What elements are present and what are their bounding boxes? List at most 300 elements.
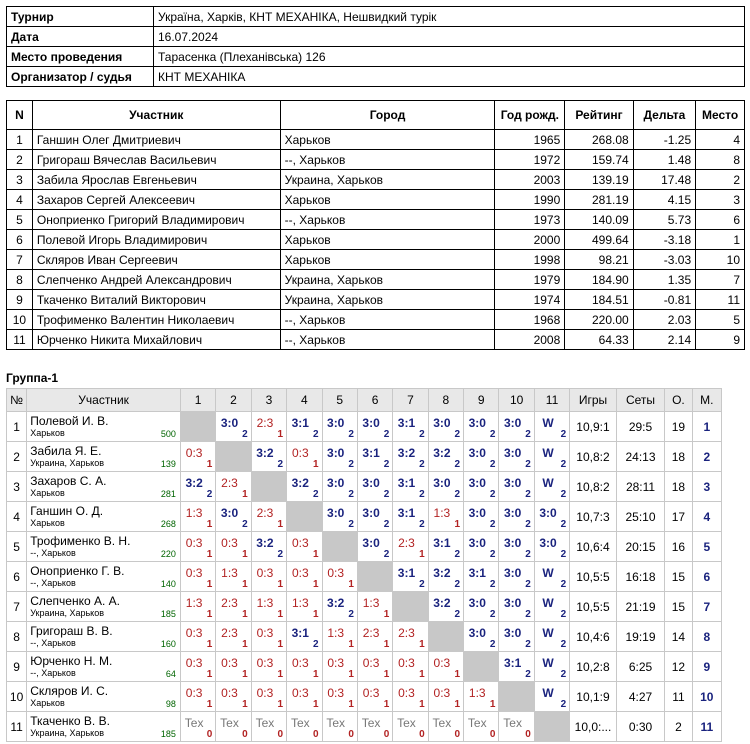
group-row-number: 10 — [7, 682, 27, 712]
match-points: 2 — [383, 489, 390, 500]
group-row — [7, 652, 722, 682]
match-score: 0:3 — [433, 656, 451, 670]
match-points: 1 — [419, 549, 425, 560]
match-points: 1 — [206, 669, 213, 680]
match-score: 2:3 — [398, 626, 415, 640]
match-score: 0:3 — [291, 566, 309, 580]
match-points: 0 — [277, 729, 284, 740]
match-score: Tex — [290, 716, 310, 730]
match-score: 3:1 — [397, 476, 416, 490]
match-result-cell — [287, 442, 322, 472]
group-row — [7, 712, 722, 742]
match-points: 1 — [348, 699, 354, 710]
col-delta-header: Дельта — [633, 101, 695, 130]
match-score: 0:3 — [291, 536, 309, 550]
match-result-cell — [322, 472, 357, 502]
points-stat: 16 — [665, 532, 692, 562]
match-score: 0:3 — [327, 686, 345, 700]
match-score: 3:2 — [327, 596, 345, 610]
match-points: 2 — [454, 549, 461, 560]
participant-n: 1 — [7, 130, 33, 150]
match-result-cell — [322, 412, 357, 442]
match-score: 3:2 — [397, 446, 416, 460]
match-points: 1 — [454, 669, 461, 680]
participant-participant: Ганшин Олег Дмитриевич — [32, 130, 280, 150]
participant-participant: Трофименко Валентин Николаевич — [32, 310, 280, 330]
match-score: 2:3 — [256, 506, 274, 520]
participant-birth-year: 1973 — [495, 210, 565, 230]
group-player-cell — [27, 472, 181, 502]
match-result-cell — [393, 502, 428, 532]
match-points: 1 — [383, 669, 390, 680]
match-score: 3:0 — [468, 596, 486, 610]
diagonal-cell — [357, 562, 392, 592]
participant-n: 10 — [7, 310, 33, 330]
match-score: 0:3 — [185, 626, 203, 640]
sets-stat: 21:19 — [616, 592, 665, 622]
participant-place: 7 — [696, 270, 745, 290]
match-points: 2 — [419, 579, 425, 590]
match-points: 2 — [489, 459, 496, 470]
match-result-cell — [357, 682, 392, 712]
participant-row — [7, 210, 745, 230]
participant-rating: 184.51 — [565, 290, 633, 310]
match-score: 0:3 — [185, 446, 203, 460]
match-score: 0:3 — [398, 686, 415, 700]
player-name: Скляров И. С. — [30, 684, 109, 698]
match-points: 1 — [206, 699, 213, 710]
match-result-cell — [180, 532, 215, 562]
participant-delta: -3.18 — [633, 230, 695, 250]
participant-delta: 1.48 — [633, 150, 695, 170]
games-stat: 10,4:6 — [570, 622, 617, 652]
group-header-cell: 6 — [357, 389, 392, 412]
group-header-cell: Игры — [570, 389, 617, 412]
participant-delta: 17.48 — [633, 170, 695, 190]
participant-delta: 2.03 — [633, 310, 695, 330]
match-score: 1:3 — [291, 596, 309, 610]
match-score: 3:0 — [539, 506, 557, 520]
match-result-cell — [357, 472, 392, 502]
player-name: Захаров С. А. — [30, 474, 107, 488]
sets-stat: 20:15 — [616, 532, 665, 562]
match-score: 1:3 — [327, 626, 345, 640]
match-points: 2 — [419, 459, 425, 470]
match-points: 1 — [312, 549, 319, 560]
tournament-info-table — [6, 6, 745, 87]
match-points: 2 — [348, 519, 354, 530]
match-result-cell — [180, 592, 215, 622]
points-stat: 14 — [665, 622, 692, 652]
match-points: 2 — [312, 489, 319, 500]
place-stat: 8 — [692, 622, 721, 652]
match-result-cell — [428, 712, 463, 742]
match-result-cell — [357, 502, 392, 532]
match-result-cell — [499, 502, 534, 532]
participant-place: 4 — [696, 130, 745, 150]
match-result-cell — [322, 712, 357, 742]
participant-city: --, Харьков — [280, 310, 495, 330]
match-points: 2 — [525, 669, 531, 680]
match-result-cell — [534, 472, 569, 502]
match-points: 2 — [489, 549, 496, 560]
group-row-number: 9 — [7, 652, 27, 682]
player-city: Украина, Харьков — [30, 458, 105, 468]
player-rating: 281 — [160, 489, 176, 499]
match-result-cell — [180, 562, 215, 592]
group-row-number: 8 — [7, 622, 27, 652]
match-points: 1 — [206, 549, 213, 560]
match-score: 3:0 — [468, 626, 486, 640]
match-score: 0:3 — [256, 626, 274, 640]
match-score: 0:3 — [362, 686, 380, 700]
match-points: 2 — [525, 639, 531, 650]
match-points: 2 — [312, 429, 319, 440]
participant-participant: Скляров Иван Сергеевич — [32, 250, 280, 270]
match-result-cell — [464, 502, 499, 532]
match-result-cell — [216, 712, 251, 742]
participant-delta: 5.73 — [633, 210, 695, 230]
match-points: 2 — [525, 549, 531, 560]
match-score: W — [542, 686, 554, 700]
participants-header-row — [7, 101, 745, 130]
diagonal-cell — [287, 502, 322, 532]
points-stat: 18 — [665, 442, 692, 472]
participant-n: 11 — [7, 330, 33, 350]
group-row-number: 5 — [7, 532, 27, 562]
group-row-number: 4 — [7, 502, 27, 532]
match-result-cell — [393, 472, 428, 502]
participant-place: 2 — [696, 170, 745, 190]
match-score: 3:0 — [220, 416, 239, 430]
participant-birth-year: 2003 — [495, 170, 565, 190]
match-points: 2 — [454, 429, 461, 440]
match-score: 3:0 — [220, 506, 239, 520]
match-result-cell — [534, 562, 569, 592]
participant-delta: -3.03 — [633, 250, 695, 270]
participant-city: Украина, Харьков — [280, 170, 495, 190]
match-score: 0:3 — [327, 566, 345, 580]
match-result-cell — [322, 622, 357, 652]
match-points: 2 — [489, 489, 496, 500]
match-score: 3:0 — [433, 416, 451, 430]
participant-participant: Захаров Сергей Алексеевич — [32, 190, 280, 210]
match-result-cell — [464, 472, 499, 502]
match-score: 2:3 — [221, 596, 238, 610]
match-points: 1 — [206, 519, 213, 530]
points-stat: 19 — [665, 412, 692, 442]
player-city: --, Харьков — [30, 668, 76, 678]
participant-city: Харьков — [280, 250, 495, 270]
match-points: 2 — [419, 489, 425, 500]
match-result-cell — [534, 532, 569, 562]
games-stat: 10,0:... — [570, 712, 617, 742]
match-score: 0:3 — [185, 686, 203, 700]
place-stat: 7 — [692, 592, 721, 622]
match-result-cell — [428, 682, 463, 712]
match-points: 1 — [348, 579, 354, 590]
participant-n: 6 — [7, 230, 33, 250]
match-score: 0:3 — [185, 536, 203, 550]
participant-place: 1 — [696, 230, 745, 250]
match-points: 0 — [348, 729, 354, 740]
sets-stat: 16:18 — [616, 562, 665, 592]
match-points: 0 — [312, 729, 319, 740]
match-result-cell — [322, 502, 357, 532]
match-points: 2 — [560, 639, 567, 650]
group-player-cell — [27, 592, 181, 622]
participant-city: Харьков — [280, 130, 495, 150]
match-score: 2:3 — [221, 476, 238, 490]
group-row-number: 11 — [7, 712, 27, 742]
participant-birth-year: 1972 — [495, 150, 565, 170]
player-city: Харьков — [30, 518, 65, 528]
points-stat: 2 — [665, 712, 692, 742]
participant-rating: 184.90 — [565, 270, 633, 290]
match-result-cell — [180, 622, 215, 652]
match-result-cell — [287, 652, 322, 682]
place-stat: 11 — [692, 712, 721, 742]
player-name: Забила Я. Е. — [30, 444, 102, 458]
player-rating: 220 — [160, 549, 176, 559]
match-score: 1:3 — [362, 596, 380, 610]
match-result-cell — [216, 412, 251, 442]
match-score: 3:2 — [185, 476, 203, 490]
match-result-cell — [499, 592, 534, 622]
match-result-cell — [287, 472, 322, 502]
match-result-cell — [464, 412, 499, 442]
match-result-cell — [216, 652, 251, 682]
match-score: 2:3 — [221, 626, 238, 640]
match-result-cell — [464, 712, 499, 742]
match-points: 2 — [242, 429, 248, 440]
match-result-cell — [499, 712, 534, 742]
participant-participant: Слепченко Андрей Александрович — [32, 270, 280, 290]
match-result-cell — [357, 592, 392, 622]
match-points: 2 — [348, 429, 354, 440]
match-score: W — [542, 596, 554, 610]
match-score: Tex — [220, 716, 239, 730]
info-row — [7, 67, 745, 87]
group-header-row — [7, 389, 722, 412]
match-score: W — [542, 446, 554, 460]
info-key: Турнир — [7, 7, 154, 27]
player-name: Трофименко В. Н. — [30, 534, 131, 548]
match-points: 2 — [348, 459, 354, 470]
player-city: Харьков — [30, 698, 65, 708]
group-row-number: 7 — [7, 592, 27, 622]
match-score: 2:3 — [398, 536, 415, 550]
player-name: Григораш В. В. — [30, 624, 113, 638]
match-result-cell — [428, 442, 463, 472]
match-points: 0 — [525, 729, 531, 740]
match-points: 0 — [419, 729, 425, 740]
match-score: 0:3 — [221, 656, 238, 670]
match-result-cell — [393, 532, 428, 562]
participant-birth-year: 1979 — [495, 270, 565, 290]
match-score: 3:1 — [397, 566, 416, 580]
match-score: 3:1 — [397, 416, 416, 430]
match-points: 2 — [489, 519, 496, 530]
sets-stat: 28:11 — [616, 472, 665, 502]
diagonal-cell — [393, 592, 428, 622]
col-participant-header: Участник — [32, 101, 280, 130]
match-points: 2 — [489, 429, 496, 440]
match-score: Tex — [361, 716, 381, 730]
participant-n: 2 — [7, 150, 33, 170]
match-score: 0:3 — [291, 446, 309, 460]
player-rating: 500 — [160, 429, 176, 439]
match-points: 2 — [454, 609, 461, 620]
match-result-cell — [180, 652, 215, 682]
match-points: 0 — [489, 729, 496, 740]
info-row — [7, 7, 745, 27]
match-result-cell — [464, 592, 499, 622]
participant-delta: 2.14 — [633, 330, 695, 350]
match-points: 1 — [489, 699, 496, 710]
match-result-cell — [322, 682, 357, 712]
match-result-cell — [216, 682, 251, 712]
match-result-cell — [357, 442, 392, 472]
group-header-cell: Участник — [27, 389, 181, 412]
match-score: 3:0 — [468, 446, 486, 460]
player-name: Ткаченко В. В. — [30, 714, 110, 728]
group-row-number: 1 — [7, 412, 27, 442]
participant-birth-year: 2008 — [495, 330, 565, 350]
match-points: 2 — [560, 579, 567, 590]
match-points: 1 — [277, 579, 284, 590]
sets-stat: 4:27 — [616, 682, 665, 712]
group-player-cell — [27, 562, 181, 592]
group-row — [7, 442, 722, 472]
match-score: 3:2 — [433, 566, 451, 580]
match-points: 1 — [383, 639, 390, 650]
info-value: Тарасенка (Плеханівська) 126 — [154, 47, 745, 67]
match-points: 1 — [277, 609, 284, 620]
participant-place: 3 — [696, 190, 745, 210]
match-score: 3:0 — [362, 506, 380, 520]
participant-row — [7, 270, 745, 290]
participant-row — [7, 150, 745, 170]
group-row — [7, 622, 722, 652]
participant-row — [7, 230, 745, 250]
sets-stat: 25:10 — [616, 502, 665, 532]
match-score: 3:0 — [327, 476, 345, 490]
match-result-cell — [251, 652, 286, 682]
group-player-cell — [27, 682, 181, 712]
match-result-cell — [393, 682, 428, 712]
group-header-cell: Сеты — [616, 389, 665, 412]
group-row — [7, 532, 722, 562]
match-points: 0 — [454, 729, 461, 740]
info-key: Дата — [7, 27, 154, 47]
match-points: 1 — [277, 669, 284, 680]
match-score: 0:3 — [221, 686, 238, 700]
participant-participant: Григораш Вячеслав Васильевич — [32, 150, 280, 170]
match-score: 0:3 — [398, 656, 415, 670]
sets-stat: 6:25 — [616, 652, 665, 682]
match-points: 1 — [206, 579, 213, 590]
match-result-cell — [216, 472, 251, 502]
group-header-cell: 3 — [251, 389, 286, 412]
diagonal-cell — [322, 532, 357, 562]
match-score: W — [542, 476, 554, 490]
match-result-cell — [287, 712, 322, 742]
player-rating: 64 — [165, 669, 176, 679]
points-stat: 15 — [665, 592, 692, 622]
sets-stat: 19:19 — [616, 622, 665, 652]
group-header-cell: 5 — [322, 389, 357, 412]
match-result-cell — [251, 682, 286, 712]
group-header-cell: 9 — [464, 389, 499, 412]
participants-table — [6, 100, 745, 350]
match-score: 2:3 — [256, 416, 274, 430]
group-row — [7, 592, 722, 622]
match-score: 0:3 — [327, 656, 345, 670]
match-points: 1 — [312, 609, 319, 620]
player-name: Полевой И. В. — [30, 414, 109, 428]
match-score: 0:3 — [433, 686, 451, 700]
diagonal-cell — [251, 472, 286, 502]
match-result-cell — [534, 412, 569, 442]
match-points: 2 — [383, 549, 390, 560]
group-results-table — [6, 388, 722, 742]
match-points: 2 — [560, 699, 567, 710]
match-score: 3:0 — [362, 476, 380, 490]
player-city: Украина, Харьков — [30, 728, 105, 738]
group-row-number: 3 — [7, 472, 27, 502]
match-result-cell — [499, 532, 534, 562]
match-points: 1 — [454, 699, 461, 710]
match-result-cell — [216, 562, 251, 592]
match-score: 0:3 — [256, 656, 274, 670]
participant-participant: Ткаченко Виталий Викторович — [32, 290, 280, 310]
match-score: 0:3 — [291, 656, 309, 670]
match-score: 3:1 — [362, 446, 380, 460]
games-stat: 10,5:5 — [570, 562, 617, 592]
points-stat: 12 — [665, 652, 692, 682]
match-result-cell — [357, 532, 392, 562]
match-points: 2 — [312, 639, 319, 650]
player-rating: 139 — [160, 459, 176, 469]
match-points: 1 — [242, 489, 248, 500]
match-points: 2 — [560, 429, 567, 440]
participant-rating: 140.09 — [565, 210, 633, 230]
group-player-cell — [27, 622, 181, 652]
match-score: 0:3 — [256, 686, 274, 700]
participant-delta: -1.25 — [633, 130, 695, 150]
match-points: 2 — [419, 519, 425, 530]
match-result-cell — [499, 412, 534, 442]
match-score: W — [542, 626, 554, 640]
participant-city: --, Харьков — [280, 150, 495, 170]
match-result-cell — [393, 442, 428, 472]
match-score: 3:0 — [327, 506, 345, 520]
match-result-cell — [534, 502, 569, 532]
match-score: 0:3 — [185, 656, 203, 670]
match-points: 1 — [277, 429, 284, 440]
match-points: 0 — [242, 729, 248, 740]
match-score: Tex — [255, 716, 275, 730]
participant-city: Харьков — [280, 230, 495, 250]
match-result-cell — [287, 682, 322, 712]
match-points: 1 — [419, 699, 425, 710]
match-score: 3:0 — [468, 536, 486, 550]
match-points: 2 — [383, 459, 390, 470]
group-row — [7, 412, 722, 442]
match-points: 1 — [242, 609, 248, 620]
match-points: 1 — [206, 609, 213, 620]
